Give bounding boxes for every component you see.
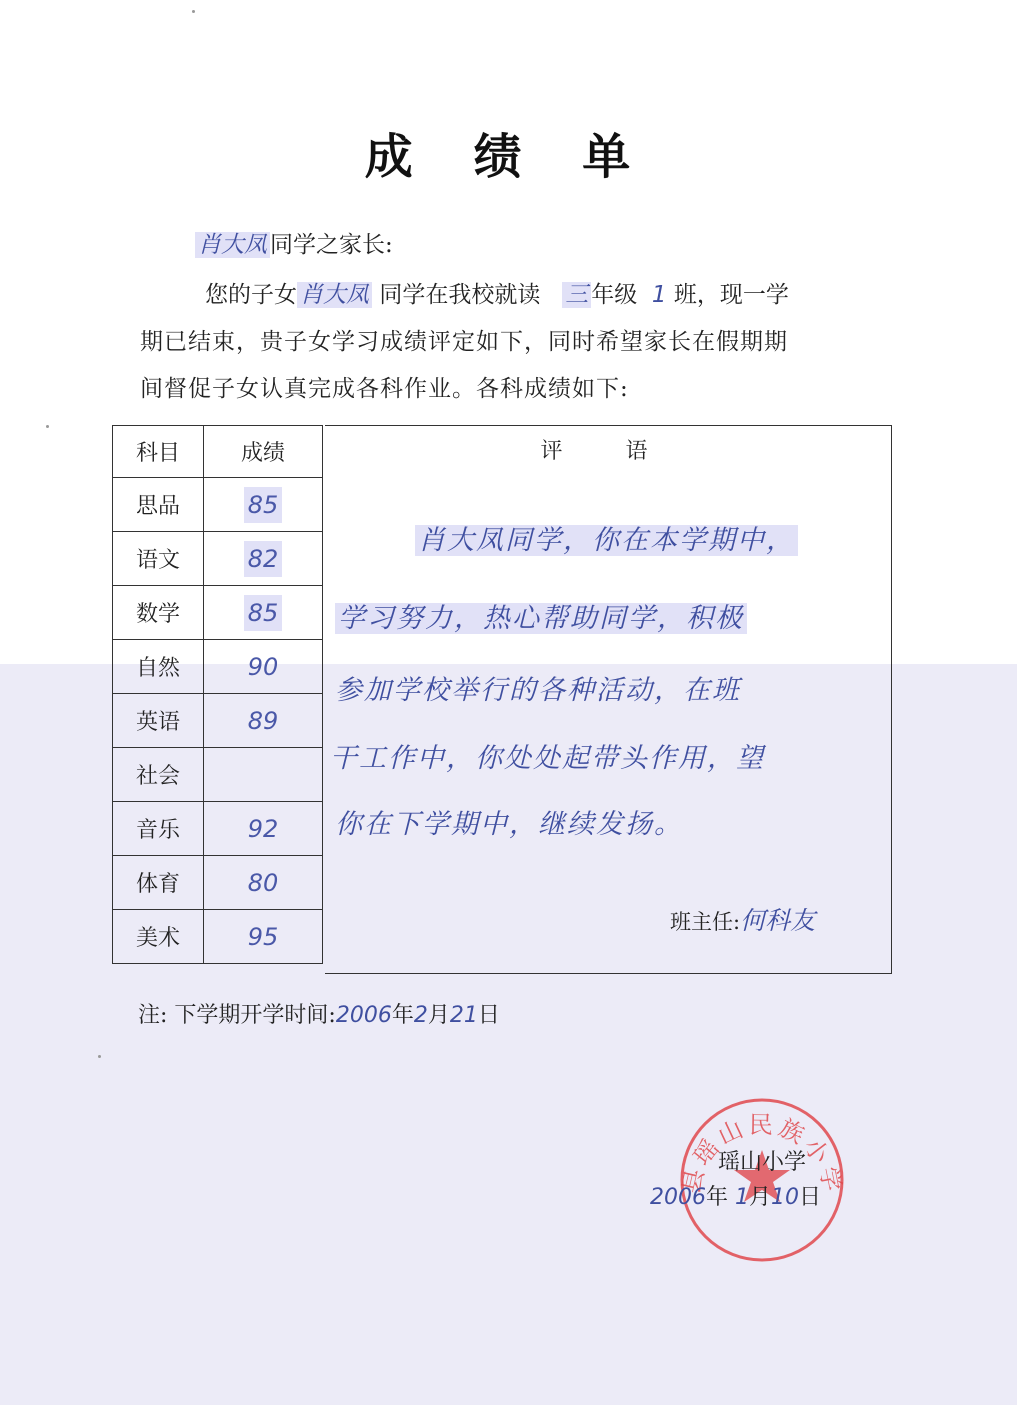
comment-text: 肖大凤同学，你在本学期中， <box>415 525 798 556</box>
score-value: 85 <box>244 595 283 631</box>
document-title: 成 绩 单 <box>364 129 653 185</box>
body-grade-suffix: 年级 <box>591 282 638 308</box>
score-value: 82 <box>244 541 283 577</box>
subject-cell: 社会 <box>113 748 204 802</box>
sign-day: 10 <box>771 1185 800 1210</box>
grades-table <box>112 425 323 964</box>
subject-cell: 语文 <box>113 532 204 586</box>
body-line-1 <box>205 280 789 310</box>
scan-speck <box>98 1055 101 1058</box>
next-term-note <box>138 998 500 1029</box>
subject-header: 科目 <box>113 426 204 478</box>
comment-line <box>415 518 798 557</box>
score-value: 85 <box>244 487 283 523</box>
score-cell <box>204 532 323 586</box>
body-grade: 三 <box>562 282 591 308</box>
table-row <box>113 478 323 532</box>
table-row <box>113 910 323 964</box>
note-year: 2006 <box>335 1003 392 1028</box>
scan-speck <box>46 425 49 428</box>
comment-text: 学习努力，热心帮助同学，积极 <box>335 603 747 634</box>
greeting-line <box>195 230 393 260</box>
subject-cell: 英语 <box>113 694 204 748</box>
score-cell <box>204 478 323 532</box>
teacher-name: 何科友 <box>740 906 816 935</box>
body-mid: 同学在我校就读 <box>379 282 541 308</box>
score-value: 90 <box>247 652 279 681</box>
subject-cell: 音乐 <box>113 802 204 856</box>
sign-month: 1 <box>735 1185 750 1210</box>
sign-date <box>650 1180 821 1211</box>
body-class-suffix: 班，现一学 <box>673 282 789 308</box>
subject-cell: 美术 <box>113 910 204 964</box>
score-cell <box>204 856 323 910</box>
score-value: 89 <box>247 706 279 735</box>
teacher-label: 班主任: <box>670 910 741 934</box>
subject-cell: 思品 <box>113 478 204 532</box>
sign-year-suffix: 年 <box>706 1185 729 1210</box>
body-line-2: 期已结束，贵子女学习成绩评定如下，同时希望家长在假期期 <box>140 329 788 355</box>
note-day-suffix: 日 <box>477 1003 500 1028</box>
school-name: 瑶山小学 <box>718 1150 807 1175</box>
score-cell <box>204 640 323 694</box>
note-day: 21 <box>449 1003 478 1028</box>
body-line-3: 间督促子女认真完成各科作业。各科成绩如下: <box>140 376 629 402</box>
score-cell <box>204 910 323 964</box>
score-header: 成绩 <box>204 426 323 478</box>
score-cell <box>204 694 323 748</box>
note-month: 2 <box>413 1003 428 1028</box>
comment-line <box>335 596 747 635</box>
table-row <box>113 748 323 802</box>
score-value: 92 <box>247 814 279 843</box>
body-student-name: 肖大凤 <box>297 282 372 308</box>
table-row <box>113 532 323 586</box>
sign-day-suffix: 日 <box>799 1185 822 1210</box>
table-row <box>113 856 323 910</box>
comment-line: 你在下学期中，继续发扬。 <box>335 809 683 840</box>
score-value: 95 <box>247 922 279 951</box>
teacher-signature <box>670 901 815 937</box>
table-row <box>113 802 323 856</box>
table-row <box>113 694 323 748</box>
comment-line: 参加学校举行的各种活动，在班 <box>335 675 741 706</box>
table-row <box>113 640 323 694</box>
stamp-text: 县瑶山民族小学 <box>676 1110 848 1198</box>
score-cell <box>204 748 323 802</box>
subject-cell: 体育 <box>113 856 204 910</box>
sign-month-suffix: 月 <box>749 1185 772 1210</box>
comment-header: 评 语 <box>540 439 676 464</box>
note-label: 注: 下学期开学时间: <box>138 1003 336 1028</box>
note-year-suffix: 年 <box>391 1003 414 1028</box>
body-class-no: 1 <box>651 282 667 308</box>
note-month-suffix: 月 <box>427 1003 450 1028</box>
score-cell <box>204 586 323 640</box>
greeting-student-name: 肖大凤 <box>195 232 270 258</box>
score-cell <box>204 802 323 856</box>
body-prefix: 您的子女 <box>205 282 297 308</box>
table-row <box>113 586 323 640</box>
subject-cell: 数学 <box>113 586 204 640</box>
scan-speck <box>192 10 195 13</box>
comment-line: 干工作中，你处处起带头作用，望 <box>330 743 765 774</box>
subject-cell: 自然 <box>113 640 204 694</box>
score-value: 80 <box>247 868 279 897</box>
sign-year: 2006 <box>650 1185 706 1210</box>
greeting-suffix: 同学之家长: <box>270 232 393 258</box>
comment-box <box>325 425 892 974</box>
